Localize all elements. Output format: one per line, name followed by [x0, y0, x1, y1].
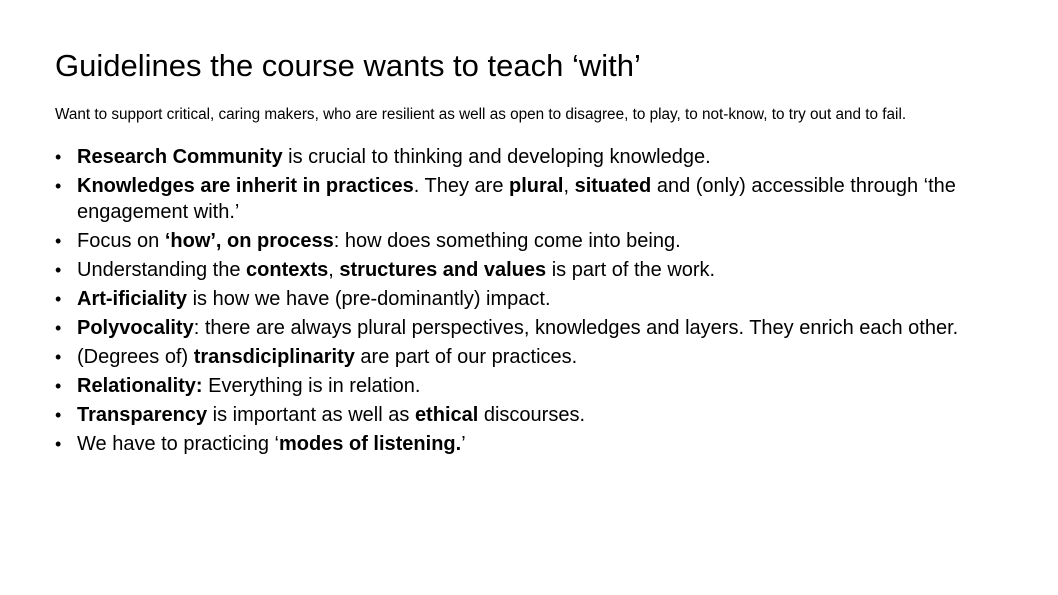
- slide-title: Guidelines the course wants to teach ‘with’: [55, 48, 641, 83]
- bullet-item: [55, 373, 1015, 399]
- bullet-text-bold: modes of listening.: [278, 433, 462, 455]
- bullet-text: We have to practicing ‘: [77, 433, 279, 455]
- bullet-item: [55, 344, 1015, 370]
- bullet-dot-icon: •: [55, 147, 62, 167]
- bullet-text: : how does something come into being.: [333, 230, 681, 252]
- bullet-text: Focus on: [77, 230, 165, 252]
- bullet-item: [55, 286, 1015, 312]
- bullet-dot-icon: •: [55, 260, 62, 280]
- bullet-dot-icon: •: [55, 376, 62, 396]
- bullet-dot-icon: •: [55, 231, 62, 251]
- bullet-text-bold: Knowledges are inherit in practices: [77, 175, 414, 197]
- bullet-list: [55, 144, 1015, 460]
- bullet-item: [55, 402, 1015, 428]
- bullet-text: discourses.: [478, 404, 586, 426]
- bullet-text: ,: [328, 259, 340, 281]
- bullet-text-bold: transdiciplinarity: [193, 346, 355, 368]
- bullet-dot-icon: •: [55, 405, 62, 425]
- bullet-dot-icon: •: [55, 289, 62, 309]
- bullet-item: [55, 315, 1015, 341]
- bullet-dot-icon: •: [55, 176, 62, 196]
- bullet-text: is important as well as: [207, 404, 415, 426]
- bullet-text-bold: structures and values: [339, 259, 547, 281]
- bullet-dot-icon: •: [55, 318, 62, 338]
- bullet-text-bold: contexts: [246, 259, 329, 281]
- bullet-text-bold: situated: [574, 175, 652, 197]
- bullet-dot-icon: •: [55, 347, 62, 367]
- bullet-text: ,: [563, 175, 575, 197]
- bullet-text: is how we have (pre-dominantly) impact.: [187, 288, 551, 310]
- bullet-text-bold: ethical: [414, 404, 479, 426]
- bullet-item: [55, 257, 1015, 283]
- bullet-text: : there are always plural perspectives, knowledges and layers. They enrich each other.: [193, 317, 959, 339]
- bullet-item: [55, 173, 1015, 225]
- bullet-text: Understanding the: [77, 259, 247, 281]
- bullet-text: are part of our practices.: [354, 346, 578, 368]
- bullet-text-bold: plural: [509, 175, 564, 197]
- bullet-text-bold: Transparency: [77, 404, 208, 426]
- bullet-text: (Degrees of): [77, 346, 194, 368]
- bullet-text-bold: Relationality:: [77, 375, 203, 397]
- bullet-text: ’: [461, 433, 466, 455]
- bullet-text-bold: Art-ificiality: [77, 288, 188, 310]
- bullet-text-bold: Polyvocality: [77, 317, 194, 339]
- bullet-text: is part of the work.: [546, 259, 716, 281]
- bullet-item: [55, 144, 1015, 170]
- intro-text: Want to support critical, caring makers, who are resilient as well as open to disagree, to play, to not-know, to try out and to fail.: [55, 106, 907, 123]
- bullet-dot-icon: •: [55, 434, 62, 454]
- bullet-text: is crucial to thinking and developing knowledge.: [282, 146, 711, 168]
- bullet-text-bold: ‘how’, on process: [164, 230, 334, 252]
- bullet-text-bold: Research Community: [77, 146, 283, 168]
- bullet-item: [55, 228, 1015, 254]
- bullet-text: Everything is in relation.: [202, 375, 421, 397]
- bullet-item: [55, 431, 1015, 457]
- bullet-text: and (only) accessible through ‘the engagement with.’: [77, 175, 956, 223]
- bullet-text: . They are: [413, 175, 510, 197]
